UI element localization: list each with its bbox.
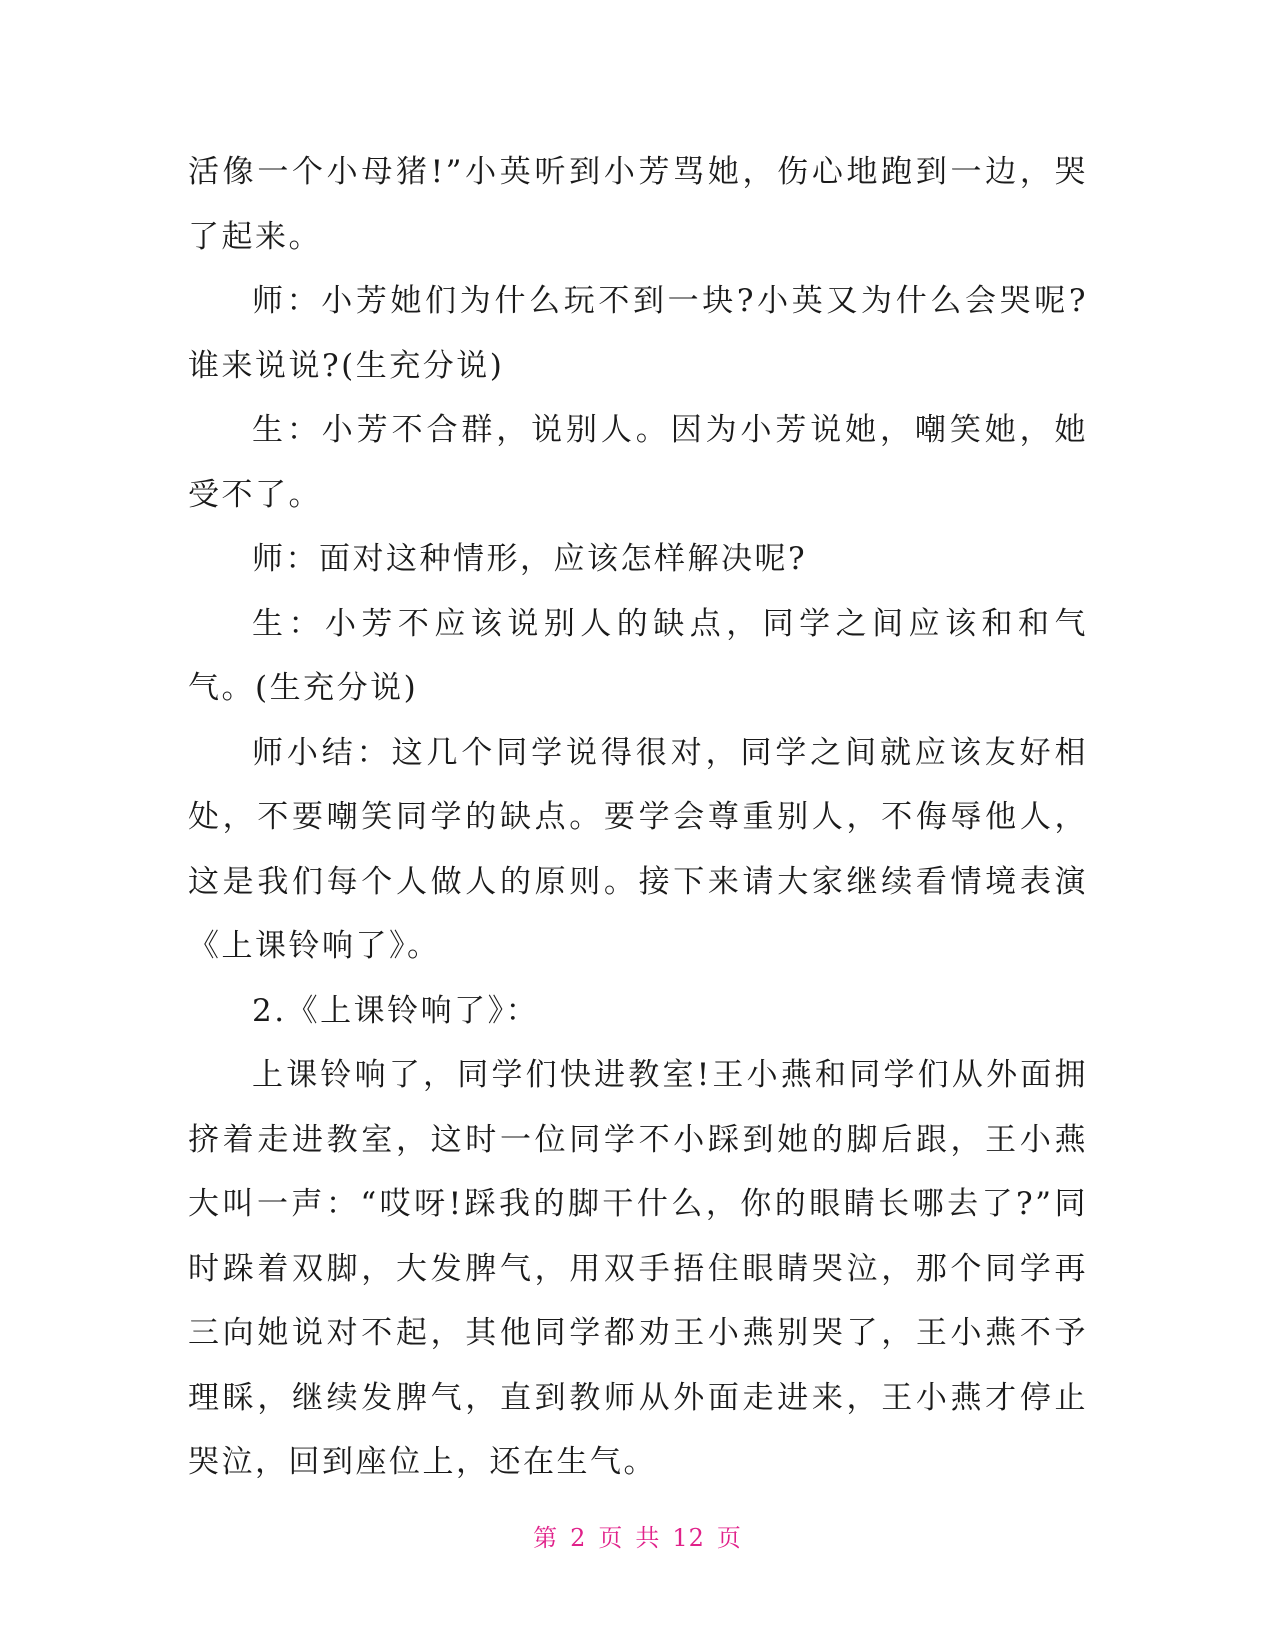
footer-label-unit1: 页 [598, 1524, 624, 1552]
paragraph-5: 生：小芳不应该说别人的缺点，同学之间应该和和气气。(生充分说) [188, 605, 1088, 706]
footer-label-page: 第 [533, 1524, 559, 1552]
footer-total-pages: 12 [672, 1524, 705, 1552]
footer-label-total: 共 [635, 1524, 661, 1552]
paragraph-8: 上课铃响了，同学们快进教室!王小燕和同学们从外面拥挤着走进教室，这时一位同学不小踩到她的脚后跟，王小燕大叫一声：“哎呀!踩我的脚干什么，你的眼睛长哪去了?”同时跺着双脚，大发脾气，用双手捂住眼睛哭泣，那个同学再三向她说对不起，其他同学都劝王小燕别哭了，王小燕不予理睬，继续发脾气，直到教师从外面走进来，王小燕才停止哭泣，回到座位上，还在生气。 [188, 1057, 1088, 1480]
paragraph-4: 师：面对这种情形，应该怎样解决呢? [252, 541, 808, 577]
footer-label-unit2: 页 [716, 1524, 742, 1552]
paragraph-3: 生：小芳不合群，说别人。因为小芳说她，嘲笑她，她受不了。 [188, 412, 1088, 513]
document-body [188, 140, 1088, 1495]
paragraph-2: 师：小芳她们为什么玩不到一块?小英又为什么会哭呢?谁来说说?(生充分说) [188, 283, 1088, 384]
paragraph-1: 活像一个小母猪!”小英听到小芳骂她，伤心地跑到一边，哭了起来。 [188, 154, 1088, 255]
page-footer [0, 1518, 1275, 1553]
footer-current-page: 2 [570, 1524, 587, 1552]
paragraph-7: 2.《上课铃响了》： [252, 992, 540, 1029]
paragraph-6: 师小结：这几个同学说得很对，同学之间就应该友好相处，不要嘲笑同学的缺点。要学会尊重别人，不侮辱他人，这是我们每个人做人的原则。接下来请大家继续看情境表演《上课铃响了》。 [188, 734, 1088, 964]
